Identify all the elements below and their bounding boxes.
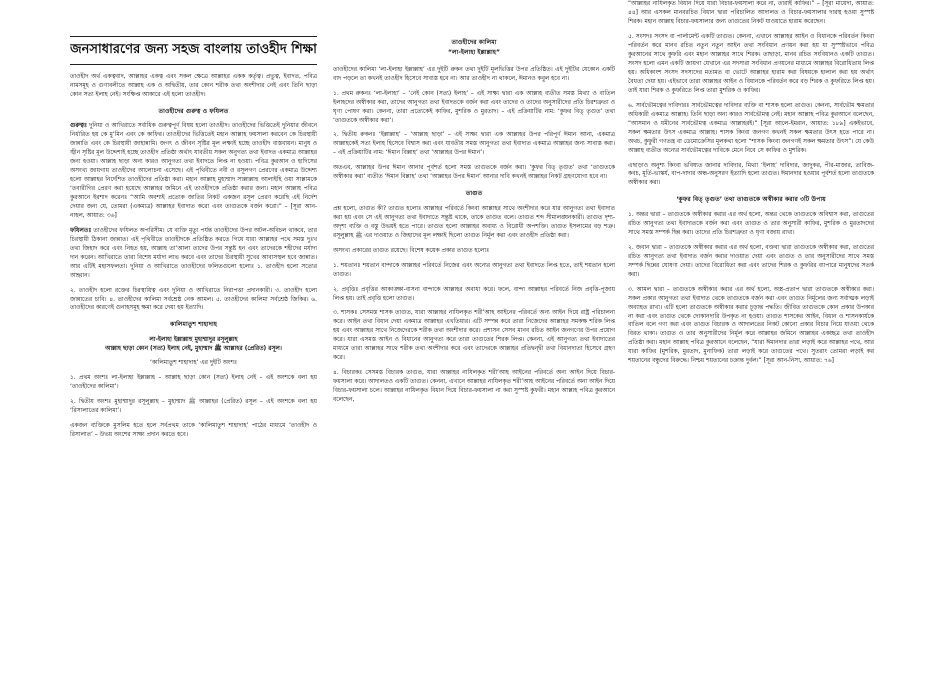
thus-paragraph: অতএব, আল্লাহর উপর ঈমান আনার পূর্বশর্ত হলো সমস্ত তাগুতকে বর্জন করা। ‘কুফর বিত্‌ তৃগুত’ তথা ‘তাগুতকে অস্বীকার করা’ ব্যতীত ‘ঈমান বিল্লাহ’ তথা ‘আল্লাহর উপর ঈমান’ আনার দাবি কখনই আল্লাহর নিকট গ্রহণযোগ্য হবে না।: [333, 165, 615, 181]
virtue-label: ফযিলতঃ: [70, 227, 92, 234]
heading-taghut: তাগুত: [465, 190, 483, 198]
quote-paragraph: “আল্লাহর নাযিলকৃত বিধান দিয়ে যারা বিচার-ফয়সালা করে না, তারাই কাফির।” – [সূরা মায়েদা, আয়াত: ৪৪] আর এসকল মানবরচিত বিধান দ্বারা পরিচালিত আদালত ও বিচার-ফয়সালার দারস্থ হওয়া সুস্পষ্ট শিরক। মহান আল্লাহ বিচার-ফয়সালার জন্য তাগুতের নিকট যাওয়াতে হারাম করেছেন।: [628, 1, 874, 25]
way-3: ৩. আমল দ্বারা – তাগুতকে অস্বীকার করার এর অর্থ হলো, অস্ত্র-প্রতাপ দ্বারা তাগুতকে অস্বীকার করা। সকল প্রকার আনুগত্য তথা ইবাদাত থেকে তাগুতকে বর্জন করা এবং তাগুত নির্মূলের জন্য সর্বাত্মক লড়াই অব্যাহত রাখা। এটি হলো তাগুতকে অস্বীকার করার চূড়ান্ত পদ্ধতি। জীবিত তাগুতকে কোন প্রকার উপকার না করা এবং তাগুত থেকে দোকানদারি উপকৃত না হওয়া। তাগুত শাসকের আইন, বিধান ও শাসনকার্যকে বাতিল বলে গণ্য করা এবং তাগুত বিচারক ও আদালতের নিকট কোনো প্রকার বিচার নিয়ে যাওয়া থেকে বিরত থাকা। তাগুত ও তার অনুসারীদের নির্মূল করে আল্লাহর জমিনে আল্লাহর একচ্ছত্র তথা তাওহীদ প্রতিষ্ঠা করা। মহান আল্লাহ পবিত্র কুরআনে বলেছেন, “যারা ঈমানদার তারা লড়াই করে আল্লাহর পথে, আর যারা কাফির (মুশরিক, মুরতাদ, মুনাফিক) তারা লড়াই করে তাগুতের পথে। সুতরাং তোমরা লড়াই কর শয়তানের বন্ধুদের বিরুদ্ধে। নিশ্চয় শয়তানের চক্রান্ত দুর্বল।” [সূরা আন-নিসা, আয়াত: ৭৬]: [628, 286, 874, 365]
way-1: ১. অন্তর দ্বারা – তাগুতকে অস্বীকার করার এর অর্থ হলো, অন্তর থেকে তাগুতকে অবিশ্বাস করা, তাগুতের রচিত আনুগত্য তথা ইবাদাতকে বর্জন করা এবং তাগুত ও তার অনুসারী কাফির, মুশরিক ও মুরতাদদের সাথে সমস্ত সম্পর্ক ছিন্ন করা। তাদের প্রতি চিরশত্রুতা ও ঘৃণা বজায় রাখা।: [628, 211, 874, 236]
importance-label: গুরুত্বঃ: [70, 123, 88, 130]
rukn-1: ১. প্রথম রুকনঃ ‘লা-ইলাহা’ – ‘নেই কোন (সত্য) ইলাহ’ – এই সাক্ষ্য দ্বারা এক আল্লাহ ব্যতীত সমস্ত মিথ্যা ও বাতিল ইলাহদের অস্বীকার করা, তাদের আনুগত্য তথা ইবাদতকে বর্জন করা এবং তাদের ও তাদের অনুসারীদের প্রতি চিরশত্রুতা ও ঘৃণা পোষণ করা। কেননা, তারা প্রত্যেকেই কাফির, মুশরিক ও মুরতাদ। – এই প্রক্রিয়াটির নাম: ‘কুফর বিত্‌ তৃগুত’ তথা ‘তাগুতকে অস্বীকার করা’।: [333, 90, 615, 124]
heading-shahadah: কালিমাতুশ শাহাদাহ: [170, 321, 217, 329]
taghut-type-6: ৬. সার্বভৌমত্বের দাবিদারঃ সার্বভৌমত্বের দাবিদার ব্যক্তি বা শাসক হলো তাগুত। কেননা, সার্বভৌম ক্ষমতার অধিকারী একমাত্র আল্লাহ। তিনি ছাড়া অন্য কারও সার্বভৌমত্ব নেই। মহান আল্লাহ পবিত্র কুরআনে বলেছেন, “আসমান ও যমীনের সার্বভৌমত্ব একমাত্র আল্লাহরই।” [সূরা আলে-ইমরান, আয়াত: ১৮৯] একইভাবে, সকল ক্ষমতার উৎস একমাত্র আল্লাহ। শাসক কিংবা জনগণ কখনই সকল ক্ষমতার উৎস হতে পারে না। অথচ, কুফুরী গণতন্ত্র বা ডেমোক্রেসির মূলকথা হলো “শাসক কিংবা জনগণই সকল ক্ষমতার উৎস”। যে কেউ আল্লাহ ব্যতীত অন্যের সার্বভৌমত্বের দাবিকে মেনে নিবে সে কাফির ও মুশরিক।: [628, 102, 874, 154]
taghut-type-2: ২. প্রবৃত্তিঃ প্রবৃত্তির আকাঙ্ক্ষা-বাসনা বান্দাকে আল্লাহর অবাধ্য করে। ফলে, বান্দা আল্লাহর পরিবর্তে নিজ প্রবৃত্তি-পূজায় লিপ্ত হয়। তাই প্রবৃত্তি হলো তাগুত।: [333, 286, 615, 302]
heading-kalima: তাওহীদের কালিমা: [451, 39, 497, 46]
importance-paragraph: [70, 122, 317, 221]
taghut-type-5: ৫. সংসদঃ সংসদ বা পার্লামেন্ট একটি তাগুত। কেননা, এখানে আল্লাহর আইন ও বিধানকে পরিবর্তন কিংবা পরিবর্তন করে মানব রচিত নতুন নতুন আইন তথা সংবিধান প্রণয়ন করা হয় যা সুস্পষ্টভাবে পবিত্র কুরআনের সাথে কুফরি এবং মহান আল্লাহর সাথে শিরক। তাছাড়া, মানব রচিত সংবিধানও একটি তাগুত। সংসদ হলো এমন একটি জায়গা যেখানে এর সদস্যরা সংবিধান প্রণয়নের মাধ্যমে আল্লাহর বিরোধিতায় লিপ্ত হয়। অধিকাংশ সংসদ সদস্যদের মতামত বা ভোটে আল্লাহর হারাম করা বিষয়কে হালাল করা হয় অর্থাৎ বৈধতা দেয়া হয়। এইভাবে তারা আল্লাহর আইন ও বিধানকে পরিবর্তন করে বড় শিরক ও কুফরিতে লিপ্ত হয়। তাই যারা শিরক ও কুফরিতে লিপ্ত তারা মুশরিক ও কাফির।: [628, 33, 874, 94]
kalima-paragraph: তাওহীদের কালিমা ‘লা-ইলাহা ইল্লাল্লাহ’ এর দুইটি রুকন তথা দুইটি মূলভিত্তির উপর প্রতিষ্ঠিত। এই দুইটির যেকোন একটি বাদ পড়লে তা কখনই তাওহীদ হিসেবে সাব্যস্ত হবে না। আর তাওহীদ না থাকলে, ঈমানও কবুল হবে না।: [333, 66, 615, 82]
virtue-text: তাওহীদের ফযিলত অপরিসীম। যে ব্যক্তি মৃত্যু পর্যন্ত তাওহীদের উপর অটল-অবিচল থাকবে, তার চিরস্থায়ী ঠিকানা জান্নাত। এই পৃথিবীতে তাওহীদকে প্রতিষ্ঠিত করতে গিয়ে যারা আল্লাহর পথে সমস্ত দুঃখ তথা জিহাদ করে এবং নিহত হয়, আল্লাহ তা’আলা তাদের উপর সন্তুষ্ট হন এবং তাদেরকে শহীদের মর্যাদা দান করেন। আখিরাতে তারা বিশেষ মর্যাদা লাভ করবে এবং তাদের চিরস্থায়ী সুখের আবাসস্থল হবে জান্নাত। আর এটিই মহাসফলতা। দুনিয়া ও আখিরাতে তাওহীদের ফলিতগুলো হলোঃ ১. তাওহীদ হলো সত্যের আহ্বান।: [70, 227, 317, 279]
rukn-2: ২. দ্বিতীয় রুকনঃ ‘ইল্লাল্লাহ’ – ‘আল্লাহ ছাড়া’ – এই সাক্ষ্য দ্বারা এক আল্লাহর উপর পরিপূর্ণ ঈমান আনা, একমাত্র আল্লাহকেই সত্য ইলাহ হিসেবে বিশ্বাস করা এবং যাবতীয় সমস্ত আনুগত্য তথা ইবাদাত একমাত্র আল্লাহর জন্য সাব্যস্ত করা। – এই প্রক্রিয়াটির নাম: ‘ঈমান বিল্লাহ’ তথা ‘আল্লাহর উপর ঈমান’।: [333, 132, 615, 157]
shahadah-part-2: ২. দ্বিতীয় অংশঃ মুহাম্মাদুর রসূলুল্লাহ – মুহাম্মাদ ﷺ আল্লাহর (প্রেরিত) রসূল – এই অংশকে বলা হয় ‘রিসালাতের কালিমা’।: [70, 398, 317, 414]
column-left: [70, 0, 317, 673]
taghut-definition: প্রশ্ন হলো, তাগুত কী? তাগুত হলোঃ আল্লাহর পরিবর্তে কিংবা আল্লাহর সাথে অংশীদার করে যার আনুগত্য তথা ইবাদাত করা হয় এবং সে এই আনুগত্য তথা ইবাদাতে সন্তুষ্ট থাকে, তাকে তাগুত বলে। তাগুত শব্দ সীমালঙ্ঘনকারী। তাগুত দৃশ্য-অদৃশ্য ব্যক্তি ও বস্তু উভয়ই হতে পারে। তাগুত হলো আল্লাহর অবাধ্য ও বিরোধী অপশক্তি। তাগুত ইসলামের বড় শত্রু। রসূলুল্লাহ ﷺ এর দাওয়াত ও জিহাদের মূল লক্ষ্যই ছিলো তাগুত নির্মূল করা এবং তাওহীদ প্রতিষ্ঠা করা।: [333, 205, 615, 239]
importance-text: দুনিয়া ও আখিরাতে সর্বাধিক গুরুত্বপূর্ণ বিষয় হলো তাওহীদ। তাওহীদের ভিত্তিতেই দুনিয়ার জীবনে নির্ধারিত হয় কে মু’মিন এবং কে কাফির। তাওহীদের ভিত্তিতেই মহান আল্লাহ ফয়সালা করবেন কে চিরস্থায়ী জান্নাতি এবং কে চিরস্থায়ী জাহান্নামি। জগৎ ও জীবন সৃষ্টির মূল লক্ষ্যই হচ্ছে তাওহীদ বাস্তবায়ন। মানুষ ও জ্বীন সৃষ্টির মূল উদ্দেশ্যই হচ্ছে তাওহীদ প্রতিষ্ঠা অর্থাৎ যাবতীয় সকল অনুগত্য তথা ইবাদত একমাত্র আল্লাহর জন্য হওয়া। আল্লাহ ছাড়া অন্য কারও আনুগত্য তথা ইবাদতে লিপ্ত না হওয়া। পবিত্র কুরআন ও হাদিসের অসংখ্য জায়গায় তাওহীদের আলোচনা এসেছে। এই পৃথিবীতে নবী ও রসূলগণ প্রেরণের একমাত্র উদ্দেশ্য হলো আল্লাহর নির্দেশিত তাওহীদের প্রতিষ্ঠা করা। মহান আল্লাহ মুহাম্মাদ সাল্লাল্লাহু আলাইহি ওয়া সাল্লামকে ‘তবারীগির প্রেরণ করা হয়েছে আল্লাহর জমিনে এই তাওহীদকে প্রতিষ্ঠা করার জন্য। মহান আল্লাহ পবিত্র কুরআনে ইরশাদ করেনঃ “আমি অবশ্যই প্রত্যেক জাতির নিকট একজন রসূল প্রেরণ করেছি এই নির্দেশ দেয়ার জন্য যে, তোমরা (একমাত্র) আল্লাহর ইবাদাত করো এবং তাগুতকে বর্জন করো।” – [সূরা আন-নাহল, আয়াত: ৩৬]: [70, 123, 317, 219]
shahadah-arabic: লা-ইলাহা ইল্লাল্লাহু মুহাম্মাদুর রসূলুল্লাহ: [149, 336, 238, 343]
shahadah-meaning: আল্লাহ ছাড়া কোন (সত্য) ইলাহ নেই, মুহাম্মাদ ﷺ আল্লাহর (প্রেরিত) রসূল।: [105, 345, 282, 352]
column-right: [628, 0, 874, 673]
heading-kalima-sub: “লা-ইলাহা ইল্লাল্লাহ”: [448, 49, 500, 57]
virtue-points: ২. তাওহীদ হলো রক্তের চিরস্থায়িত্ব এবং দুনিয়া ও আখিরাতে নিরাপত্তা প্রদানকারী। ৩. তাওহীদ হলো জান্নাতের চাবি। ৪. তাওহীদের কালিমা সর্বশ্রেষ্ঠ নেক আমল। ৫. তাওহীদের কালিমা সর্বশ্রেষ্ঠ জিকির। ৬. তাওহীদের কারণেই গুনাহসমূহ ক্ষমা করে দেয়া হয় ইত্যাদি।: [70, 287, 317, 312]
heading-ways: ‘কুফর বিত্‌ তৃগুত’ তথা তাগুতকে অস্বীকার করার ৩টি উপায়: [676, 196, 826, 204]
also-paragraph: এছাড়াও অনুশ্য কিংবা ভবিষ্যত জানার দাবিদার, মিথ্যা ‘ইলাহ’ দাবিদার, জাদুকর, পীর-মাজার, তাবিজ-কবচ, মূর্তি-ভাস্কর্য, বাপ-দাদার অন্ধ-অনুসরণ ইত্যাদি হলো তাগুত। ঈমানদার হওয়ার পূর্বশর্ত হলো তাগুতকে অস্বীকার করা।: [628, 162, 874, 187]
shahadah-parts-heading: ‘কালিমাতুশ শাহাদাহ’ এর দুইটি অংশঃ: [150, 359, 237, 366]
virtue-paragraph: [70, 227, 317, 281]
column-middle: [333, 0, 615, 673]
way-2: ২. জবান দ্বারা – তাগুতকে অস্বীকার করার এর অর্থ হলো, বক্তব্য দ্বারা তাগুতকে অস্বীকার করা, তাগুতের রচিত আনুগত্য তথা ইবাদাত বর্জন করার দাওয়াত দেয়া এবং তাগুত ও তার অনুসারীদের সাথে সমস্ত সম্পর্ক ছিন্নের ঘোষণা দেয়া। তাদের বিরোধিতা করা এবং তাদের শিরক ও কুফরির ব্যাপারে মানুষদের সতর্ক করা।: [628, 244, 874, 278]
shahadah-part-1: ১. প্রথম অংশঃ লা-ইলাহা ইল্লাল্লাহ – আল্লাহ ছাড়া কোন (সত্য) ইলাহ নেই – এই অংশকে বলা হয় ‘তাওহীদের কালিমা’।: [70, 374, 317, 390]
taghut-types-intro: অসংখ্য প্রকারের তাগুত রয়েছে। বিশেষ কয়েক প্রকার তাগুত হলোঃ: [333, 247, 490, 254]
taghut-type-3: ৩. শাসকঃ সেসমস্ত শাসক তাগুত, যারা আল্লাহর নাযিলকৃত শরী’আহ আইনের পরিবর্তে অন্য আইন দিয়ে রাষ্ট্র পরিচালনা করে। আইন তথা বিধান দেয়া একমাত্র আল্লাহর এখতিয়ার। এটি সম্পন্ন করে তারা নিজেদের আল্লাহর সমকক্ষ শরিক লিপ্ত হয় এবং আল্লাহর সাথে নিজেদেরকে শরীক তথা অংশীদার করে। প্রশাসন সেসব মানব রচিত আইন জনগণের উপর প্রয়োগ করে। যারা এসমস্ত আইন ও বিধানের আনুগত্য করে তারা তাগুতের শিরক লিপ্ত। কেননা, এই আনুগত্য তথা ইবাদাতের মাধ্যমে তারা আল্লাহর সাথে শরীক তথা অংশীদার করে এবং তাদেরকে আল্লাহর প্রতিদ্বন্দ্বী তথা বিধানদাতা হিসেবে গ্রহণ করে।: [333, 310, 615, 362]
taghut-type-4: ৪. বিচারকঃ সেসমস্ত বিচারক তাগুত, যারা আল্লাহর নাযিলকৃত শরী’আহ আইনের পরিবর্তে অন্য আইন দিয়ে বিচার-ফয়সালা করে। আদালতও একটি তাগুত। কেননা, এখানে আল্লাহর নাযিলকৃত শরী’আহ আইনের পরিবর্তে অন্য আইন দিয়ে বিচার-ফয়সালা চলে। আল্লাহর নাযিলকৃত বিধান দিয়ে বিচার-ফয়সালা না করা সুস্পষ্ট কুফরী। মহান আল্লাহ পবিত্র কুরআনে বলেছেন,: [333, 370, 615, 404]
page-title: জনসাধারণের জন্য সহজ বাংলায় তাওহীদ শিক্ষা: [70, 36, 317, 65]
heading-importance: তাওহীদের গুরুত্ব ও ফযিলত: [158, 107, 229, 115]
taghut-type-1: ১. শয়তানঃ শয়তান বান্দাকে আল্লাহর পরিবর্তে নিজের এবং অন্যের আনুগত্য তথা ইবাদতে লিপ্ত হতে, তাই শয়তান হলো তাগুত।: [333, 262, 615, 278]
intro-paragraph: তাওহীদ অর্থ একত্ববাদ, আল্লাহর একত্ব এবং সকল ক্ষেত্রে আল্লাহর একক কর্তৃত্ব। প্রভুত্ব, ইবাদত, পবিত্র নামসমূহ ও গুণাবলীতে আল্লাহ এক ও অদ্বিতীয়, তার কোন শরীক তথা অংশীদার নেই এবং তিনি ছাড়া কোন সত্য ইলাহ নেই। সংক্ষিপ্ত আকারে এই হলো তাওহীদ।: [70, 73, 317, 98]
shahadah-closing: একজন ব্যক্তিকে মুসলিম হতে হলে সর্বপ্রথম তাকে ‘কালিমাতুশ শাহাদাহ’ পাঠের মাধ্যমে ‘তাওহীদ ও রিসালাত’ – উভয় অংশের সাক্ষ্য প্রদান করতে হবে।: [70, 422, 317, 438]
